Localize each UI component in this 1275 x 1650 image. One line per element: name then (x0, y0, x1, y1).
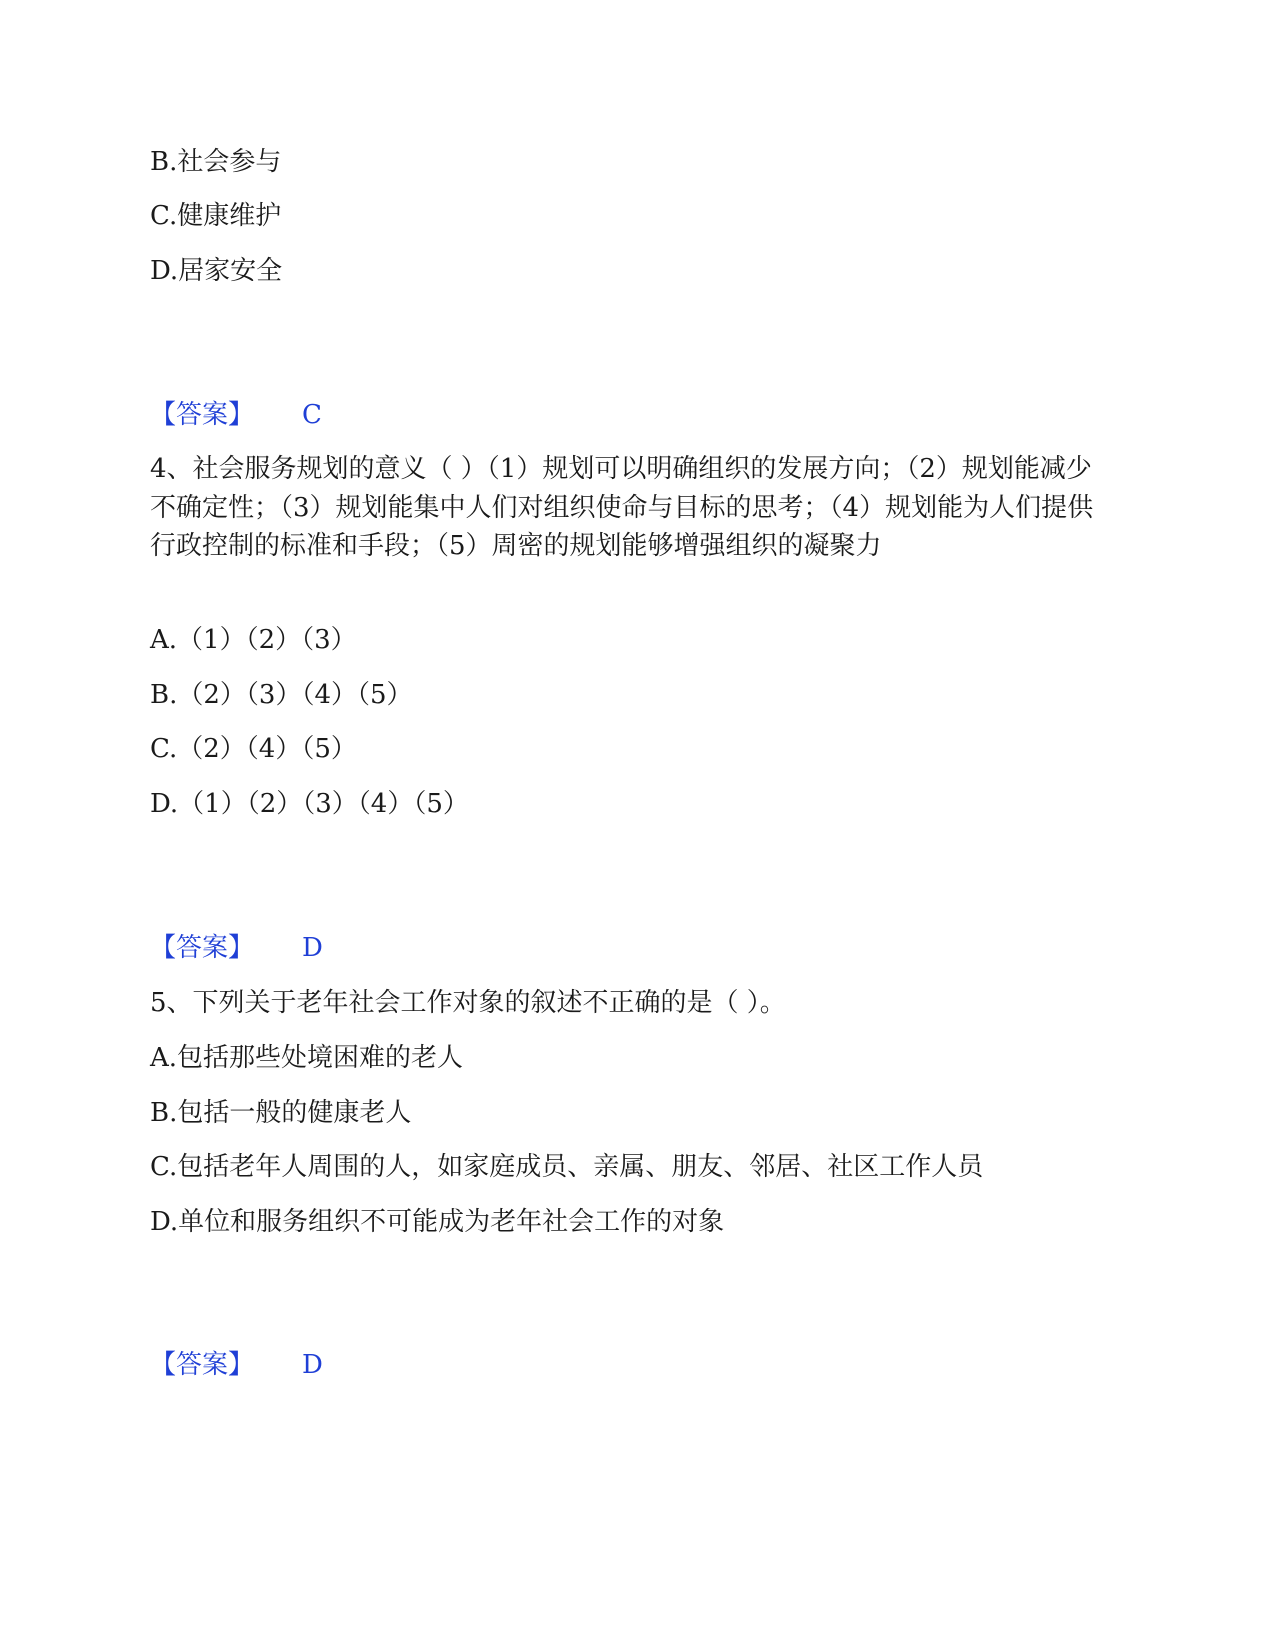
q4-option-c: C.（2）（4）（5） (150, 734, 357, 764)
answer-label: 【答案】 (150, 933, 255, 963)
q3-option-c: C.健康维护 (150, 201, 282, 231)
q5-option-d: D.单位和服务组织不可能成为老年社会工作的对象 (150, 1207, 725, 1237)
q5-option-a: A.包括那些处境困难的老人 (150, 1043, 464, 1073)
q4-option-b: B.（2）（3）（4）（5） (150, 680, 413, 710)
q4-option-a: A.（1）（2）（3） (150, 625, 357, 655)
answer-label: 【答案】 (150, 1350, 255, 1380)
q5-option-b: B.包括一般的健康老人 (150, 1098, 412, 1128)
q3-option-b: B.社会参与 (150, 147, 282, 177)
answer-value: C (302, 400, 322, 430)
q3-answer (150, 396, 322, 434)
q5-answer (150, 1346, 323, 1384)
q4-option-d: D.（1）（2）（3）（4）（5） (150, 789, 469, 819)
q5-stem: 5、下列关于老年社会工作对象的叙述不正确的是（ ）。 (150, 988, 786, 1018)
answer-label: 【答案】 (150, 400, 255, 430)
q5-option-c: C.包括老年人周围的人，如家庭成员、亲属、朋友、邻居、社区工作人员 (150, 1152, 984, 1182)
q4-stem: 4、社会服务规划的意义（ ）（1）规划可以明确组织的发展方向；（2）规划能减少不确定性；（3）规划能集中人们对组织使命与目标的思考；（4）规划能为人们提供行政控制的标准和手段；（5）周密的规划能够增强组织的凝聚力 (150, 454, 1094, 561)
q3-option-d: D.居家安全 (150, 256, 283, 286)
answer-value: D (302, 933, 323, 963)
answer-value: D (302, 1350, 323, 1380)
q4-answer (150, 929, 323, 967)
